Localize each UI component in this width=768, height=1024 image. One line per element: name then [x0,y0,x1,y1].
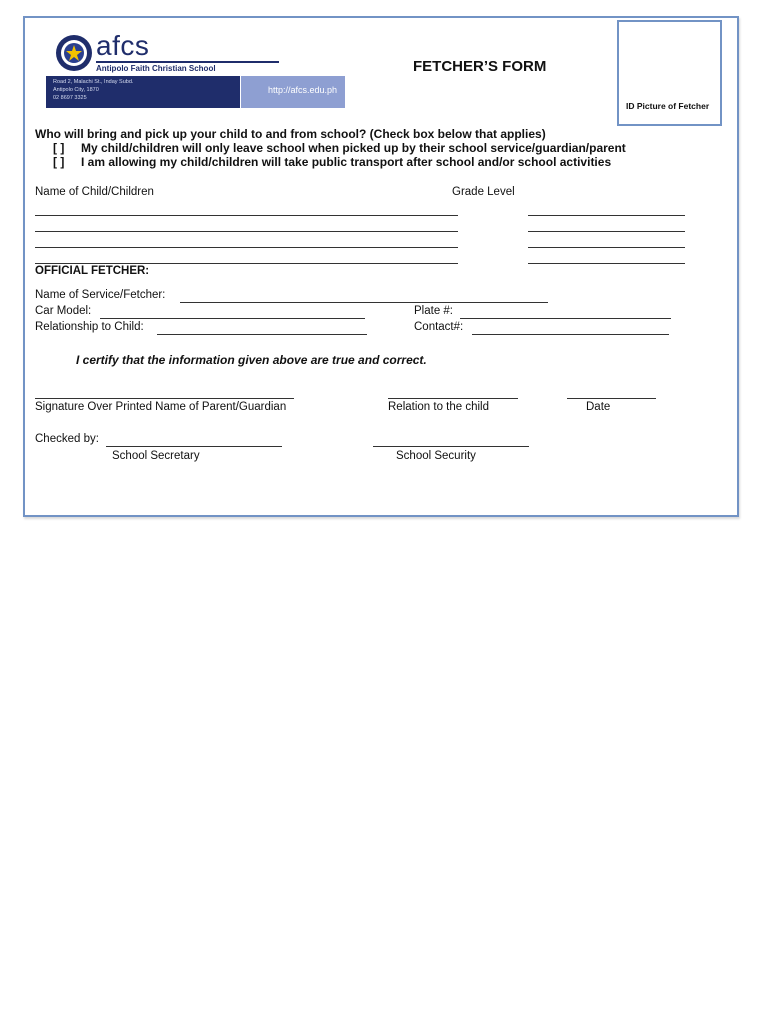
logo-rule [96,61,279,63]
id-photo-label: ID Picture of Fetcher [626,101,710,111]
child-name-line-3[interactable] [35,247,458,248]
date-label: Date [586,401,611,413]
option-1-text: My child/children will only leave school when picked up by their school service/guardian/parent [81,141,626,155]
date-line[interactable] [567,398,656,399]
security-sign-line[interactable] [373,446,529,447]
certify-statement: I certify that the information given above are true and correct. [76,353,427,367]
checked-by-label: Checked by: [35,433,99,445]
child-name-line-2[interactable] [35,231,458,232]
grade-line-3[interactable] [528,247,685,248]
car-model-field[interactable] [100,318,365,319]
contact-label: Contact#: [414,321,464,333]
option-2-text: I am allowing my child/children will take public transport after school and/or school activities [81,155,612,169]
child-name-label: Name of Child/Children [35,186,154,198]
relation-line[interactable] [388,398,518,399]
school-security-label: School Security [396,450,476,462]
plate-field[interactable] [460,318,671,319]
address-line-1: Road 2, Malachi St., Inday Subd. [53,79,134,85]
secretary-sign-line[interactable] [106,446,282,447]
grade-level-label: Grade Level [452,186,515,198]
contact-field[interactable] [472,334,669,335]
relation-label: Relation to the child [388,401,490,413]
child-name-line-4[interactable] [35,263,458,264]
plate-label: Plate #: [414,305,453,317]
grade-line-4[interactable] [528,263,685,264]
signature-line[interactable] [35,398,294,399]
grade-line-1[interactable] [528,215,685,216]
relationship-field[interactable] [157,334,367,335]
grade-line-2[interactable] [528,231,685,232]
school-secretary-label: School Secretary [112,450,200,462]
child-name-line-1[interactable] [35,215,458,216]
service-fetcher-label: Name of Service/Fetcher: [35,289,166,301]
service-fetcher-field[interactable] [180,302,548,303]
form-title: FETCHER’S FORM [413,58,547,75]
school-url: http://afcs.edu.ph [268,85,338,95]
car-model-label: Car Model: [35,305,92,317]
address-line-3: 02 8697 3325 [53,95,87,101]
relationship-label: Relationship to Child: [35,321,144,333]
school-seal-logo [55,34,93,72]
option-2-checkbox[interactable]: [ ] [53,155,65,169]
school-name: Antipolo Faith Christian School [96,64,216,73]
logo-wordmark: afcs [96,30,150,61]
pickup-question: Who will bring and pick up your child to and from school? (Check box below that applies) [35,127,546,141]
signature-label: Signature Over Printed Name of Parent/Guardian [35,401,287,413]
option-1-checkbox[interactable]: [ ] [53,141,65,155]
official-fetcher-heading: OFFICIAL FETCHER: [35,265,150,277]
address-line-2: Antipolo City, 1870 [53,87,99,93]
